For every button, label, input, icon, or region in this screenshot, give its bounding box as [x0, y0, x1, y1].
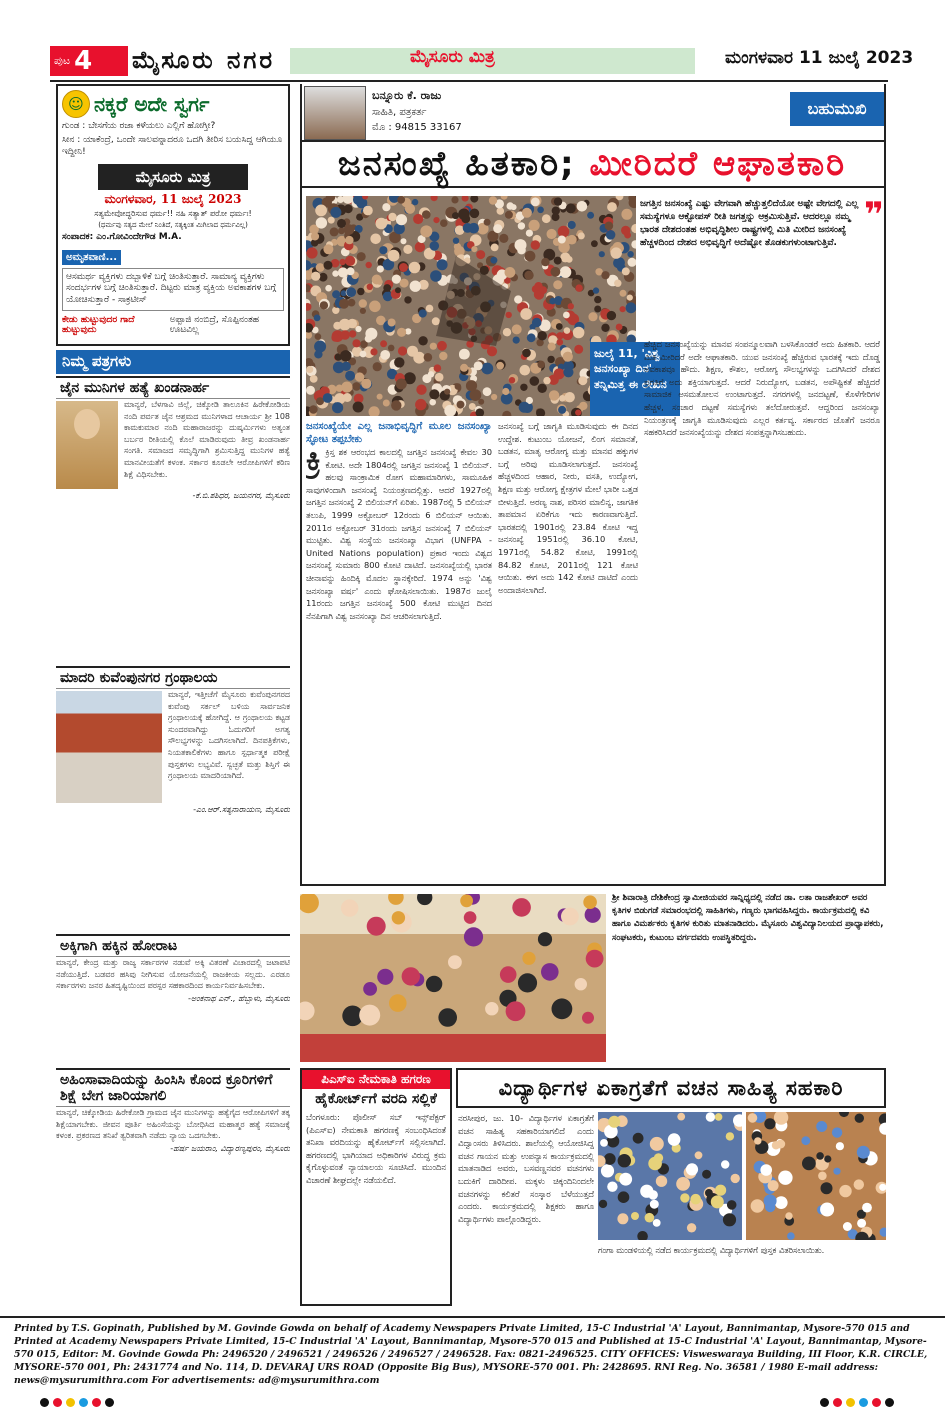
- color-registration-right: [820, 1398, 894, 1407]
- mini-logo: ಮೈಸೂರು ಮಿತ್ರ: [98, 164, 248, 190]
- letter-3-title: ಅಕ್ಕಿಗಾಗಿ ಹಕ್ಕಿನ ಹೋರಾಟ: [56, 934, 290, 957]
- school-photo-1: [598, 1112, 742, 1240]
- crowd-photo: [306, 196, 636, 416]
- quote-mark-icon: ❞: [864, 195, 884, 235]
- letter-1: [56, 376, 290, 664]
- headline-part-a: ಜನಸಂಖ್ಯೆ ಹಿತಕಾರಿ;: [337, 144, 576, 184]
- page-label: ಪುಟ: [54, 54, 71, 67]
- registration-dot: [885, 1398, 894, 1407]
- photo-caption: ಜುಲೈ 11, 'ವಿಶ್ವ ಜನಸಂಖ್ಯಾ ದಿನ' ತನ್ನಿಮಿತ್ತ ಈ ಲೇಖನ: [590, 342, 680, 416]
- letter-4-signature: -ಹರ್ಷ ಜಯರಾಂ, ವಿದ್ಯಾರಣ್ಯಪುರಂ, ಮೈಸೂರು: [170, 1143, 290, 1153]
- motto-2: (ಧರ್ಮವು ಸತ್ಯದ ಮೇಲೆ ನಿಂತಿದೆ, ಸತ್ಯಕ್ಕಿಂತ ಮಿಗಿಲಾದ ಧರ್ಮವಿಲ್ಲ): [98, 220, 248, 229]
- monk-photo: [56, 401, 118, 489]
- proverb: [62, 315, 284, 335]
- letter-1-text: ಮಾನ್ಯರೆ, ಬೆಳಗಾವಿ ಜಿಲ್ಲೆ, ಚಿಕ್ಕೋಡಿ ತಾಲೂಕಿನ ಹಿರೇಕೋಡಿಯ ನಂದಿ ಪರ್ವತ ಜೈನ ಆಶ್ರಮದ ಮುನಿಗಳಾದ ಆಚಾರ್ಯ ಶ್ರೀ 108 ಕಾಮಕುಮಾರ ನಂದಿ ಮಹಾರಾಜರನ್ನು ದುಷ್ಕರ್ಮಿಗಳು ಅತ್ಯಂತ ಬರ್ಬರ ರೀತಿಯಲ್ಲಿ ಕೊಲೆ ಮಾಡಿರುವುದು ತೀವ್ರ ಖಂಡನಾರ್ಹ ಸಂಗತಿ. ಸಮಾಜದ ಸಮೃದ್ಧಿಗಾಗಿ ಶ್ರಮಿಸುತ್ತಿದ್ದ ಮುನಿಗಳ ಹತ್ಯೆ ಮಾನವೀಯತೆಗೆ ಕಳಂಕ. ಸರ್ಕಾರ ಕೂಡಲೇ ಆರೋಪಿಗಳಿಗೆ ಕಠಿಣ ಶಿಕ್ಷೆ ವಿಧಿಸಬೇಕು.: [124, 400, 290, 479]
- letter-2-text: ಮಾನ್ಯರೆ, ಇತ್ತೀಚೆಗೆ ಮೈಸೂರು ಕುವೆಂಪುನಗರದ ಕುವೆಂಪು ಸರ್ಕಲ್ ಬಳಿಯ ಸಾರ್ವಜನಿಕ ಗ್ರಂಥಾಲಯಕ್ಕೆ ಹೋಗಿದ್ದೆ. ಆ ಗ್ರಂಥಾಲಯ ಕಟ್ಟಡ ಸುಂದರವಾಗಿದ್ದು ಓದುಗರಿಗೆ ಅಗತ್ಯ ಸೌಲಭ್ಯಗಳನ್ನು ಒದಗಿಸಲಾಗಿದೆ. ದಿನಪತ್ರಿಕೆಗಳು, ನಿಯತಕಾಲಿಕೆಗಳು ಹಾಗೂ ಸ್ಪರ್ಧಾತ್ಮಕ ಪರೀಕ್ಷೆ ಪುಸ್ತಕಗಳು ಲಭ್ಯವಿವೆ. ಸ್ವಚ್ಛತೆ ಮತ್ತು ಶಿಸ್ತಿಗೆ ಈ ಗ್ರಂಥಾಲಯ ಮಾದರಿಯಾಗಿದೆ.: [168, 690, 290, 781]
- crowd-illustration: [306, 196, 636, 416]
- headline-part-b: ಮೀರಿದರೆ ಆಘಾತಕಾರಿ: [589, 144, 847, 184]
- humor-title: ನಕ್ಕರೆ ಅದೇ ಸ್ವರ್ಗ: [94, 92, 210, 116]
- proverb-right: ಅಪ್ಪಾಜಿ ನಂಬಿದ್ರೆ, ಸೊಪ್ಪಿನಂತಹ ಊಟವಿಲ್ಲ: [169, 314, 259, 335]
- article-headline: [300, 140, 884, 188]
- article-column-1: [306, 420, 492, 882]
- proverb-left: ಕೇಡು ಹುಟ್ಟುವುದರ ಗಾದೆ ಹುಟ್ಟುವುದು: [62, 314, 135, 335]
- letter-3: [56, 934, 290, 1066]
- vachana-text: ನರಸೀಪುರ, ಜು. 10- ವಿದ್ಯಾರ್ಥಿಗಳ ಏಕಾಗ್ರತೆಗೆ ವಚನ ಸಾಹಿತ್ಯ ಸಹಕಾರಿಯಾಗಲಿದೆ ಎಂದು ವಿದ್ವಾಂಸರು ತಿಳಿಸಿದರು. ಶಾಲೆಯಲ್ಲಿ ಆಯೋಜಿಸಿದ್ದ ವಚನ ಗಾಯನ ಮತ್ತು ಉಪನ್ಯಾಸ ಕಾರ್ಯಕ್ರಮದಲ್ಲಿ ಮಾತನಾಡಿದ ಅವರು, ಬಸವಣ್ಣನವರ ವಚನಗಳು ಬದುಕಿಗೆ ದಾರಿದೀಪ. ಮಕ್ಕಳು ಚಿಕ್ಕಂದಿನಿಂದಲೇ ವಚನಗಳನ್ನು ಕಲಿತರೆ ಸಂಸ್ಕಾರ ಬೆಳೆಯುತ್ತದೆ ಎಂದರು. ಕಾರ್ಯಕ್ರಮದಲ್ಲಿ ಶಿಕ್ಷಕರು ಹಾಗೂ ವಿದ್ಯಾರ್ಥಿಗಳು ಪಾಲ್ಗೊಂಡಿದ್ದರು.: [458, 1113, 594, 1224]
- hc-title: ಹೈಕೋರ್ಟ್‌ಗೆ ವರದಿ ಸಲ್ಲಿಕೆ: [315, 1091, 437, 1107]
- amrutavani-label: ಅಮೃತವಾಣಿ...: [62, 250, 121, 265]
- author-photo: [304, 86, 366, 140]
- hc-news: [300, 1068, 452, 1306]
- article-column-3: ಹೆಚ್ಚಿದ ಜನಸಂಖ್ಯೆಯನ್ನು ಮಾನವ ಸಂಪನ್ಮೂಲವಾಗಿ ಬಳಸಿಕೊಂಡರೆ ಅದು ಹಿತಕಾರಿ. ಆದರೆ ಮಿತಿ ಮೀರಿದರೆ ಅದೇ ಆಘಾತಕಾರಿ. ಯುವ ಜನಸಂಖ್ಯೆ ಹೆಚ್ಚಿರುವ ಭಾರತಕ್ಕೆ ಇದು ದೊಡ್ಡ ಅವಕಾಶವೂ ಹೌದು. ಶಿಕ್ಷಣ, ಕೌಶಲ, ಆರೋಗ್ಯ ಸೌಲಭ್ಯಗಳನ್ನು ಒದಗಿಸಿದರೆ ದೇಶದ ಪ್ರಗತಿಗೆ ಅದು ಶಕ್ತಿಯಾಗುತ್ತದೆ. ಆದರೆ ನಿರುದ್ಯೋಗ, ಬಡತನ, ಅಪೌಷ್ಟಿಕತೆ ಹೆಚ್ಚಿದರೆ ಸಾಮಾಜಿಕ ಅಸಮತೋಲನ ಉಂಟಾಗುತ್ತದೆ. ನಗರಗಳಲ್ಲಿ ಜನದಟ್ಟಣೆ, ಕೊಳೆಗೇರಿಗಳ ಹೆಚ್ಚಳ, ಸಂಚಾರ ದಟ್ಟಣೆ ಸಮಸ್ಯೆಗಳು ತಲೆದೋರುತ್ತವೆ. ಆದ್ದರಿಂದ ಜನಸಂಖ್ಯಾ ನಿಯಂತ್ರಣಕ್ಕೆ ಜಾಗೃತಿ ಮೂಡಿಸುವುದು ಎಲ್ಲರ ಕರ್ತವ್ಯ. ಸರ್ಕಾರದ ಜೊತೆಗೆ ಜನರೂ ಸಹಕರಿಸಿದರೆ ಜನಸಂಖ್ಯೆಯನ್ನು ದೇಶದ ಸಂಪತ್ತನ್ನಾಗಿಸಬಹುದು.: [644, 339, 880, 438]
- registration-dot: [92, 1398, 101, 1407]
- students-illustration-2: [746, 1112, 886, 1240]
- registration-dot: [40, 1398, 49, 1407]
- letter-1-signature: -ಕೆ.ಬಿ.ಶಶಿಧರ, ಜಯನಗರ, ಮೈಸೂರು: [192, 491, 290, 500]
- author-role: ಸಾಹಿತಿ, ಪತ್ರಕರ್ತ: [372, 106, 427, 118]
- smiley-icon: ☺: [62, 90, 90, 118]
- registration-dot: [66, 1398, 75, 1407]
- humor-line-1: ಗುಂಡ : ಬೇಸಗೆಯ ರಜಾ ಕಳೆಯಲು ಎಲ್ಲಿಗೆ ಹೋಗ್ತೀ?: [62, 121, 216, 131]
- motto: ಸತ್ಯಮೇವೋದ್ಧರಿಸುವ ಧರ್ಮ!! ನಹಿ ಸತ್ಯಾತ್ ಪರೋ ಧರ್ಮಃ!: [94, 208, 252, 218]
- registration-dot: [846, 1398, 855, 1407]
- column-tag: ಬಹುಮುಖಿ: [790, 92, 884, 126]
- pull-quote: [640, 195, 884, 328]
- editor-line: ಸಂಪಾದಕ: ಎಂ.ಗೋವಿಂದೇಗೌಡ M.A.: [62, 231, 182, 242]
- letter-3-signature: -ಅಂಕನಾಥ ಎನ್., ಹೆಬ್ಬಾಳು, ಮೈಸೂರು: [187, 993, 290, 1003]
- author-info: [372, 88, 462, 135]
- letter-3-text: ಮಾನ್ಯರೆ, ಕೇಂದ್ರ ಮತ್ತು ರಾಜ್ಯ ಸರ್ಕಾರಗಳ ನಡುವೆ ಅಕ್ಕಿ ವಿತರಣೆ ವಿಚಾರದಲ್ಲಿ ಜಟಾಪಟಿ ನಡೆಯುತ್ತಿದೆ. ಬಡವರ ಹಸಿವು ನೀಗಿಸುವ ಯೋಜನೆಯಲ್ಲಿ ರಾಜಕೀಯ ಸಲ್ಲದು. ಎರಡೂ ಸರ್ಕಾರಗಳು ಜನರ ಹಿತದೃಷ್ಟಿಯಿಂದ ಪರಸ್ಪರ ಸಹಕಾರದಿಂದ ಕಾರ್ಯನಿರ್ವಹಿಸಬೇಕು.: [56, 958, 290, 991]
- registration-dot: [833, 1398, 842, 1407]
- registration-dot: [53, 1398, 62, 1407]
- article-subhead: ಜನಸಂಖ್ಯೆಯೇ ಎಲ್ಲ ಜನಾಭಿವೃದ್ಧಿಗೆ ಮೂಲ ಜನಸಂಖ್ಯಾ ಸ್ಫೋಟ ತಪ್ಪಬೇಕು: [306, 421, 492, 445]
- author-phone: ಮೊ : 94815 33167: [372, 121, 462, 133]
- letter-4-text: ಮಾನ್ಯರೆ, ಚಿಕ್ಕೋಡಿಯ ಹಿರೇಕೋಡಿ ಗ್ರಾಮದ ಜೈನ ಮುನಿಗಳನ್ನು ಹತ್ಯೆಗೈದ ಆರೋಪಿಗಳಿಗೆ ತಕ್ಕ ಶಿಕ್ಷೆಯಾಗಬೇಕು. ಜೀವನ ಪೂರ್ತಿ ಅಹಿಂಸೆಯನ್ನು ಬೋಧಿಸಿದ ಮಹಾತ್ಮರ ಹತ್ಯೆ ಸಮಾಜಕ್ಕೆ ಕಳಂಕ. ಪ್ರಕರಣದ ತನಿಖೆ ತ್ವರಿತವಾಗಿ ನಡೆದು ನ್ಯಾಯ ಒದಗಬೇಕು.: [56, 1108, 290, 1141]
- imprint-footer: Printed by T.S. Gopinath, Published by M. Govinde Gowda on behalf of Academy Newspapers Private Limited, 15-C Industrial 'A' Layout, Bannimantap, Mysore-570 015 and Printed at Academy Newspapers Private Limited, 15-C Industrial 'A' Layout, Bannimantap, Mysore-570 015 and Published at 15-C Industrial 'A' Layout, Bannimantap, Mysore-570 015, Editor: M. Govinde Gowda Ph: 2496520 / 2496521 / 2496526 / 2496527 / 2496528. Fax: 0821-2496525. CITY OFFICES: Visweswaraya Building, III Floor, K.R. CIRCLE, MYSORE-570 001, Ph: 2431774 and No. 114, D. DEVARAJ URS ROAD (Opposite Big Bus), MYSORE-570 001. Ph: 2428695. RNI Reg. No. 36581 / 1980 E-mail address: news@mysurumithra.com For advertisements: ad@mysurumithra.com: [0, 1316, 945, 1390]
- registration-dot: [859, 1398, 868, 1407]
- author-name: ಬನ್ನೂರು ಕೆ. ರಾಜು: [372, 89, 442, 102]
- event-photo: [300, 894, 606, 1062]
- students-illustration-1: [598, 1112, 742, 1240]
- humor-line-2: ಸೀನ : ಯಾಕೆಂದ್ರೆ, ಒಂದೇ ಸಾಲವನ್ನಾದರೂ ಒದಗಿ ತೀರಿಸ ಬಯಸಿದ್ದ ಆಗಿಯೂ ಇದ್ದೀನಿ!: [62, 135, 283, 157]
- school-photo-2: [746, 1112, 886, 1240]
- letter-4-title: ಅಹಿಂಸಾವಾದಿಯನ್ನು ಹಿಂಸಿಸಿ ಕೊಂದ ಕ್ರೂರಿಗಳಿಗೆ ಶಿಕ್ಷೆ ಬೇಗ ಜಾರಿಯಾಗಲಿ: [56, 1068, 290, 1107]
- page-number-badge: [50, 46, 128, 76]
- letter-2-signature: -ಎಂ.ಆರ್.ಸತ್ಯನಾರಾಯಣ, ಮೈಸೂರು: [193, 805, 290, 814]
- registration-dot: [79, 1398, 88, 1407]
- school-photo-caption: ಗಂಗಾ ಮಂಡಳಿಯಲ್ಲಿ ನಡೆದ ಕಾರ್ಯಕ್ರಮದಲ್ಲಿ ವಿದ್ಯಾರ್ಥಿಗಳಿಗೆ ಪುಸ್ತಕ ವಿತರಿಸಲಾಯಿತು.: [598, 1245, 825, 1255]
- hc-text: ಬೆಂಗಳೂರು: ಪೊಲೀಸ್ ಸಬ್ ಇನ್ಸ್‌ಪೆಕ್ಟರ್ (ಪಿಎಸ್‌ಐ) ನೇಮಕಾತಿ ಹಗರಣಕ್ಕೆ ಸಂಬಂಧಿಸಿದಂತೆ ತನಿಖಾ ವರದಿಯನ್ನು ಹೈಕೋರ್ಟ್‌ಗೆ ಸಲ್ಲಿಸಲಾಗಿದೆ. ಹಗರಣದಲ್ಲಿ ಭಾಗಿಯಾದ ಅಧಿಕಾರಿಗಳ ವಿರುದ್ಧ ಕ್ರಮ ಕೈಗೊಳ್ಳುವಂತೆ ನ್ಯಾಯಾಲಯ ಸೂಚಿಸಿದೆ. ಮುಂದಿನ ವಿಚಾರಣೆ ಶೀಘ್ರದಲ್ಲೇ ನಡೆಯಲಿದೆ.: [306, 1112, 446, 1186]
- pull-quote-text: ಜಗತ್ತಿನ ಜನಸಂಖ್ಯೆ ಎಷ್ಟು ವೇಗವಾಗಿ ಹೆಚ್ಚುತ್ತಲಿದೆಯೋ ಅಷ್ಟೇ ವೇಗದಲ್ಲಿ ಎಲ್ಲ ಸಮಸ್ಯೆಗಳೂ ಆಕ್ಟೋಪಸ್ ರೀತಿ ಜಗತ್ತನ್ನು ಆಕ್ರಮಿಸುತ್ತಿವೆ. ಆದರಲ್ಲೂ ನಮ್ಮ ಭಾರತ ದೇಶದಂತಹ ಅಭಿವೃದ್ಧಿಶೀಲ ರಾಷ್ಟ್ರಗಳಲ್ಲಿ ಮಿತಿ ಮೀರಿದ ಜನಸಂಖ್ಯೆ ಹೆಚ್ಚಳದಿಂದ ದೇಶದ ಅಭಿವೃದ್ಧಿಗೆ ಅದೆಷ್ಟೋ ತೊಡಕುಗಳುಂಟಾಗುತ್ತಿವೆ.: [640, 199, 859, 249]
- letter-2: [56, 666, 290, 932]
- dateline: ಮಂಗಳವಾರ 11 ಜುಲೈ 2023: [725, 48, 914, 68]
- hc-tag: ಪಿಎಸ್‌ಐ ನೇಮಕಾತಿ ಹಗರಣ: [302, 1070, 450, 1089]
- masthead-rule: [50, 80, 888, 82]
- event-illustration: [300, 894, 606, 1062]
- letter-2-title: ಮಾದರಿ ಕುವೆಂಪುನಗರ ಗ್ರಂಥಾಲಯ: [56, 666, 290, 689]
- newspaper-logo: ಮೈಸೂರು ಮಿತ್ರ: [410, 47, 495, 67]
- color-registration-left: [40, 1398, 114, 1407]
- event-caption: ಶ್ರೀ ಶಿವಾರಾತ್ರಿ ದೇಶಿಕೇಂದ್ರ ಸ್ವಾಮೀಜಿಯವರ ಸಾನ್ನಿಧ್ಯದಲ್ಲಿ ನಡೆದ ಡಾ. ಲತಾ ರಾಜಶೇಖರ್ ಅವರ ಕೃತಿಗಳ ಬಿಡುಗಡೆ ಸಮಾರಂಭದಲ್ಲಿ ಸಾಹಿತಿಗಳು, ಗಣ್ಯರು ಭಾಗವಹಿಸಿದ್ದರು. ಕಾರ್ಯಕ್ರಮದಲ್ಲಿ ಕವಿ ಹಾಗೂ ವಿಮರ್ಶಕರು ಕೃತಿಗಳ ಕುರಿತು ಮಾತನಾಡಿದರು. ಮೈಸೂರು ವಿಶ್ವವಿದ್ಯಾನಿಲಯದ ಪ್ರಾಧ್ಯಾಪಕರು, ಸಂಘಟಕರು, ಕುಟುಂಬ ವರ್ಗದವರು ಉಪಸ್ಥಿತರಿದ್ದರು.: [612, 893, 884, 943]
- page-number: 4: [74, 46, 93, 76]
- library-photo: [56, 691, 162, 803]
- mini-date: ಮಂಗಳವಾರ, 11 ಜುಲೈ 2023: [104, 191, 242, 206]
- registration-dot: [105, 1398, 114, 1407]
- article-col1-text: ಕ್ರಿಸ್ತ ಶಕ ಆರಂಭದ ಕಾಲದಲ್ಲಿ ಜಗತ್ತಿನ ಜನಸಂಖ್ಯೆ ಕೇವಲ 30 ಕೋಟಿ. ಅದೇ 1804ರಲ್ಲಿ ಜಗತ್ತಿನ ಜನಸಂಖ್ಯೆ 1 ಬಿಲಿಯನ್. ಹಲವು ಸಾಂಕ್ರಾಮಿಕ ರೋಗ ಮಹಾಮಾರಿಗಳು, ಸಾಮೂಹಿಕ ಸಾವುಗಳಿಂದಾಗಿ ಜನಸಂಖ್ಯೆ ನಿಯಂತ್ರಣದಲ್ಲಿತ್ತು. ಆದರೆ 1927ರಲ್ಲಿ ಜಗತ್ತಿನ ಜನಸಂಖ್ಯೆ 2 ಬಿಲಿಯನ್‌ಗೆ ಏರಿತು. 1987ರಲ್ಲಿ 5 ಬಿಲಿಯನ್ ತಲುಪಿ, 1999 ಅಕ್ಟೋಬರ್ 12ರಂದು 6 ಬಿಲಿಯನ್ ಆಯಿತು. 2011ರ ಅಕ್ಟೋಬರ್ 31ರಂದು ಜಗತ್ತಿನ ಜನಸಂಖ್ಯೆ 7 ಬಿಲಿಯನ್ ಮುಟ್ಟಿತು. ವಿಶ್ವ ಸಂಸ್ಥೆಯ ಜನಸಂಖ್ಯಾ ವಿಭಾಗ (UNFPA - United Nations population) ಪ್ರಕಾರ ಇಂದು ವಿಶ್ವದ ಜನಸಂಖ್ಯೆ ಸುಮಾರು 800 ಕೋಟಿ ದಾಟಿದೆ. ಜನಸಂಖ್ಯೆಯಲ್ಲಿ ಭಾರತ ಚೀನಾವನ್ನು ಹಿಂದಿಕ್ಕಿ ಮೊದಲ ಸ್ಥಾನಕ್ಕೇರಿದೆ. 1974 ಅನ್ನು 'ವಿಶ್ವ ಜನಸಂಖ್ಯಾ ವರ್ಷ' ಎಂದು ಘೋಷಿಸಲಾಯಿತು. 1987ರ ಜುಲೈ 11ರಂದು ಜಗತ್ತಿನ ಜನಸಂಖ್ಯೆ 500 ಕೋಟಿ ಮುಟ್ಟಿದ ದಿನದ ನೆನಪಿಗಾಗಿ ವಿಶ್ವ ಜನಸಂಖ್ಯಾ ದಿನ ಆಚರಿಸಲಾಗುತ್ತಿದೆ.: [306, 447, 492, 621]
- article-column-2: ಜನಸಂಖ್ಯೆ ಬಗ್ಗೆ ಜಾಗೃತಿ ಮೂಡಿಸುವುದು ಈ ದಿನದ ಉದ್ದೇಶ. ಕುಟುಂಬ ಯೋಜನೆ, ಲಿಂಗ ಸಮಾನತೆ, ಬಡತನ, ಮಾತೃ ಆರೋಗ್ಯ ಮತ್ತು ಮಾನವ ಹಕ್ಕುಗಳ ಬಗ್ಗೆ ಅರಿವು ಮೂಡಿಸಲಾಗುತ್ತದೆ. ಜನಸಂಖ್ಯೆ ಹೆಚ್ಚಳದಿಂದ ಆಹಾರ, ನೀರು, ವಸತಿ, ಉದ್ಯೋಗ, ಶಿಕ್ಷಣ ಮತ್ತು ಆರೋಗ್ಯ ಕ್ಷೇತ್ರಗಳ ಮೇಲೆ ಭಾರೀ ಒತ್ತಡ ಬೀಳುತ್ತಿದೆ. ಅರಣ್ಯ ನಾಶ, ಪರಿಸರ ಮಾಲಿನ್ಯ, ಜಾಗತಿಕ ತಾಪಮಾನ ಏರಿಕೆಗೂ ಇದು ಕಾರಣವಾಗುತ್ತಿದೆ. ಭಾರತದಲ್ಲಿ 1901ರಲ್ಲಿ 23.84 ಕೋಟಿ ಇದ್ದ ಜನಸಂಖ್ಯೆ 1951ರಲ್ಲಿ 36.10 ಕೋಟಿ, 1971ರಲ್ಲಿ 54.82 ಕೋಟಿ, 1991ರಲ್ಲಿ 84.82 ಕೋಟಿ, 2011ರಲ್ಲಿ 121 ಕೋಟಿ ಆಯಿತು. ಈಗ ಅದು 142 ಕೋಟಿ ದಾಟಿದೆ ಎಂದು ಅಂದಾಜಿಸಲಾಗಿದೆ.: [498, 421, 638, 595]
- humor-box: [56, 84, 290, 346]
- registration-dot: [820, 1398, 829, 1407]
- dropcap: ಕ್ರಿ: [306, 443, 322, 478]
- vachana-headline: ವಿದ್ಯಾರ್ಥಿಗಳ ಏಕಾಗ್ರತೆಗೆ ವಚನ ಸಾಹಿತ್ಯ ಸಹಕಾರಿ: [456, 1068, 886, 1108]
- letter-4: [56, 1068, 290, 1312]
- letter-1-title: ಜೈನ ಮುನಿಗಳ ಹತ್ಯೆ ಖಂಡನಾರ್ಹ: [56, 376, 290, 399]
- humor-heading: [62, 90, 284, 118]
- letters-header: ನಿಮ್ಮ ಪತ್ರಗಳು: [56, 350, 290, 374]
- registration-dot: [872, 1398, 881, 1407]
- section-title: ಮೈಸೂರು ನಗರ: [132, 46, 276, 74]
- amrutavani-quote: ಆಸಮರ್ಥ ವ್ಯಕ್ತಿಗಳು ದಬ್ಬಾಳಿಕೆ ಬಗ್ಗೆ ಚಿಂತಿಸುತ್ತಾರೆ. ಸಾಮಾನ್ಯ ವ್ಯಕ್ತಿಗಳು ಸಂದರ್ಭಗಳ ಬಗ್ಗೆ ಚಿಂತಿಸುತ್ತಾರೆ. ದಿಟ್ಟರು ಮಾತ್ರ ವ್ಯಕ್ತಿಯ ಅವಕಾಶಗಳ ಬಗ್ಗೆ ಯೋಚಿಸುತ್ತಾರೆ - ಸಾಕ್ರಟೀಸ್: [62, 268, 284, 311]
